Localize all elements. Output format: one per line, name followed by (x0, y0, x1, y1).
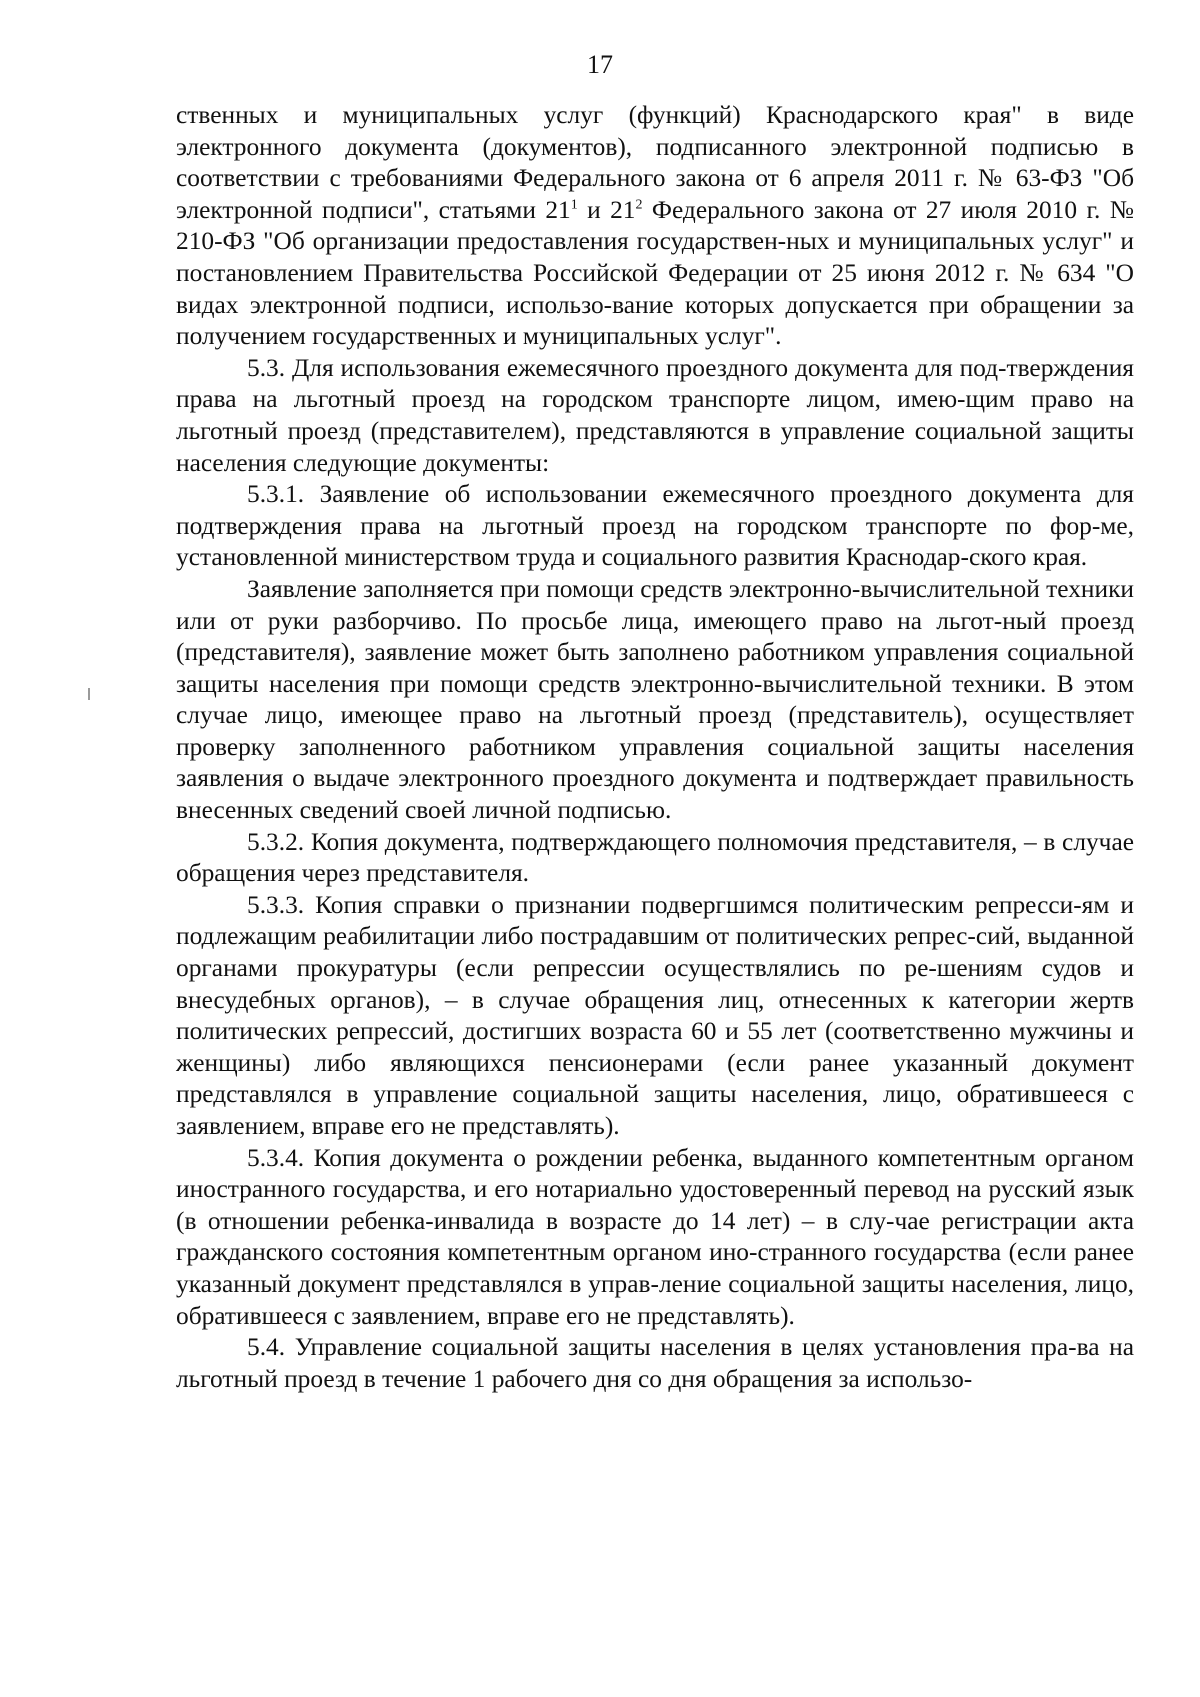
paragraph-application-filling: Заявление заполняется при помощи средств электронно-вычислительной техники или от руки разборчиво. По просьбе лица, имеющего право на льгот-ный проезд (представителя), заявление может быть заполнено работником управления социальной защиты населения при помощи средств электронно-вычислительной техники. В этом случае лицо, имеющее право на льготный проезд (представитель), осуществляет проверку заполненного работником управления социальной защиты населения заявления о выдаче электронного проездного документа и подтверждает правильность внесенных сведений своей личной подписью. (176, 574, 1134, 825)
paragraph-5-3-3: 5.3.3. Копия справки о признании подвергшимся политическим репресси-ям и подлежащим реабилитации либо пострадавшим от политических репрес-сий, выданной органами прокуратуры (если репрессии осуществлялись по ре-шениям судов и внесудебных органов), – в случае обращения лиц, отнесенных к категории жертв политических репрессий, достигших возраста 60 и 55 лет (соответственно мужчины и женщины) либо являющихся пенсионерами (если ранее указанный документ представлялся в управление социальной защиты населения, лицо, обратившееся с заявлением, вправе его не представлять). (176, 890, 1134, 1140)
paragraph-5-3-1: 5.3.1. Заявление об использовании ежемесячного проездного документа для подтверждения права на льготный проезд на городском транспорте по фор-ме, установленной министерством труда и социального развития Краснодар-ского края. (176, 480, 1134, 572)
superscript: 2 (635, 197, 643, 213)
scan-mark (88, 688, 90, 700)
paragraph-5-3-4: 5.3.4. Копия документа о рождении ребенка, выданного компетентным органом иностранного государства, и его нотариально удостоверенный перевод на русский язык (в отношении ребенка-инвалида в возрасте до 14 лет) – в слу-чае регистрации акта гражданского состояния компетентным органом ино-странного государства (если ранее указанный документ представлялся в управ-ление социальной защиты населения, лицо, обратившееся с заявлением, вправе его не представлять). (176, 1143, 1134, 1330)
document-body (176, 100, 1134, 1395)
paragraph-continuation (176, 100, 1134, 353)
page-number: 17 (587, 50, 613, 79)
paragraph-text: Федерального закона от 27 июля 2010 г. № 210-ФЗ "Об организации предоставления государствен-ных и муниципальных услуг" и постановлением Правительства Российской Федерации от 25 июня 2012 г. № 634 "О видах электронной подписи, использо-вание которых допускается при обращении за получением государственных и муниципальных услуг". (176, 195, 1134, 351)
paragraph-text: и 21 (577, 195, 636, 224)
paragraph-5-3: 5.3. Для использования ежемесячного проездного документа для под-тверждения права на льготный проезд на городском транспорте лицом, имею-щим право на льготный проезд (представителем), представляются в управление социальной защиты населения следующие документы: (176, 353, 1134, 477)
paragraph-5-3-2: 5.3.2. Копия документа, подтверждающего полномочия представителя, – в случае обращения через представителя. (176, 827, 1134, 888)
paragraph-text: ственных и муниципальных услуг (функций) Краснодарского края" в виде электронного документа (документов), подписанного электронной подписью в соответствии с требованиями Федерального закона от 6 апреля 2011 г. № 63-ФЗ "Об электронной подписи", статьями 21 (176, 101, 1134, 224)
superscript: 1 (570, 197, 578, 213)
paragraph-5-4: 5.4. Управление социальной защиты населения в целях установления пра-ва на льготный проезд в течение 1 рабочего дня со дня обращения за использо- (176, 1333, 1134, 1393)
